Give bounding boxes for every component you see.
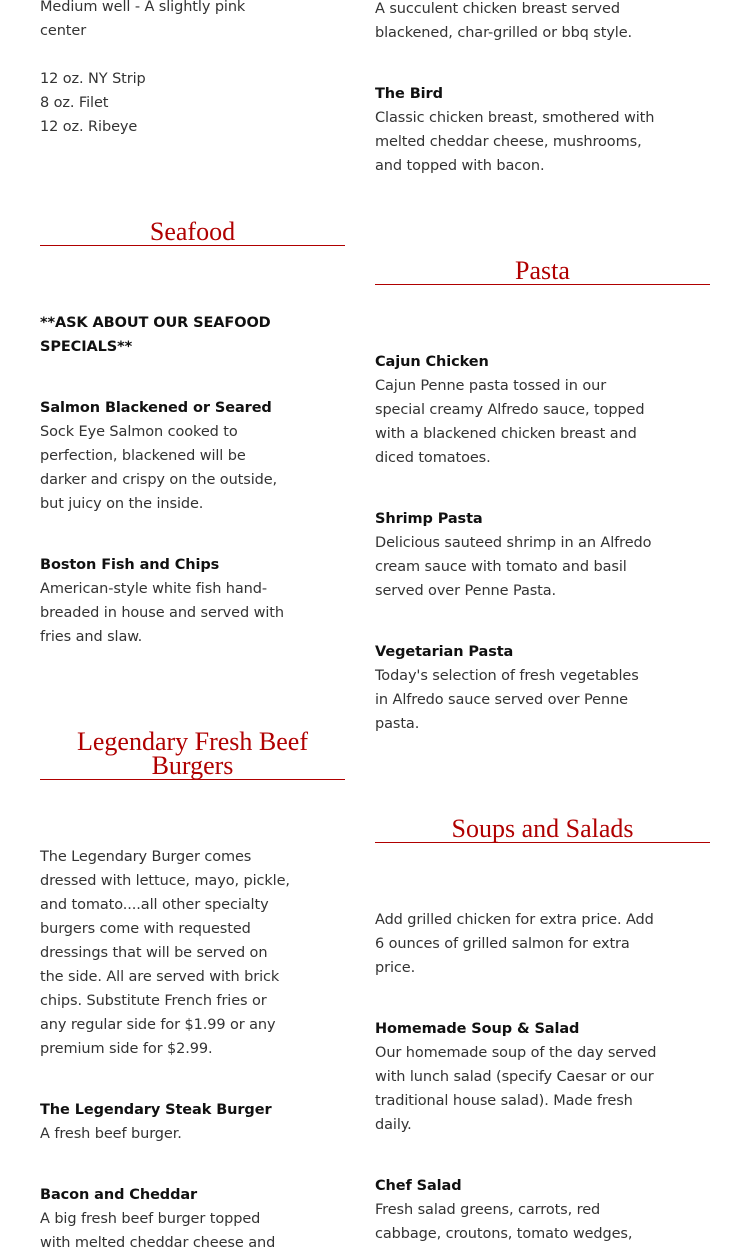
seafood-specials-note: **ASK ABOUT OUR SEAFOOD SPECIALS** [40, 315, 271, 355]
menu-item-name: Cajun Chicken [375, 354, 489, 370]
menu-item-name: Homemade Soup & Salad [375, 1021, 580, 1037]
menu-item-desc: A big fresh beef burger topped with melted cheddar cheese and [40, 1211, 276, 1251]
menu-item-desc: Delicious sauteed shrimp in an Alfredo cream sauce with tomato and basil served over Penne Pasta. [375, 535, 652, 599]
menu-item-desc: Classic chicken breast, smothered with melted cheddar cheese, mushrooms, and topped with bacon. [375, 110, 655, 174]
menu-item-name: Bacon and Cheddar [40, 1187, 198, 1203]
steak-cut: 12 oz. Ribeye [40, 119, 138, 135]
menu-item-desc: Cajun Penne pasta tossed in our special creamy Alfredo sauce, topped with a blackened chicken breast and diced tomatoes. [375, 378, 645, 466]
menu-item-desc: American-style white fish hand- breaded in house and served with fries and slaw. [40, 581, 284, 645]
menu-item-name: The Bird [375, 86, 443, 102]
menu-item-desc: Today's selection of fresh vegetables in Alfredo sauce served over Penne pasta. [375, 668, 639, 732]
menu-item-name: Salmon Blackened or Seared [40, 400, 272, 416]
steak-cut: 8 oz. Filet [40, 95, 109, 111]
section-heading-burgers: Legendary Fresh Beef Burgers [40, 730, 345, 780]
menu-item-name: Shrimp Pasta [375, 511, 483, 527]
burgers-intro: The Legendary Burger comes dressed with lettuce, mayo, pickle, and tomato....all other specialty burgers come with requested dressings that will be served on the side. All are served with brick chips. Substitute French fries or any regular side for $1.99 or any premium side for $2.99. [40, 849, 290, 1057]
soups-note: Add grilled chicken for extra price. Add 6 ounces of grilled salmon for extra price. [375, 912, 654, 976]
menu-item-name: The Legendary Steak Burger [40, 1102, 272, 1118]
steak-doneness-note: Medium well - A slightly pink center [40, 0, 246, 39]
section-heading-pasta: Pasta [375, 259, 710, 285]
menu-item-name: Boston Fish and Chips [40, 557, 220, 573]
steak-cut: 12 oz. NY Strip [40, 71, 146, 87]
chicken-desc: A succulent chicken breast served blackened, char-grilled or bbq style. [375, 1, 633, 41]
section-heading-soups-salads: Soups and Salads [375, 817, 710, 843]
menu-item-desc: A fresh beef burger. [40, 1126, 182, 1142]
menu-item-desc: Our homemade soup of the day served with lunch salad (specify Caesar or our traditional house salad). Made fresh daily. [375, 1045, 657, 1133]
section-heading-seafood: Seafood [40, 220, 345, 246]
menu-item-desc: Fresh salad greens, carrots, red cabbage, croutons, tomato wedges, [375, 1202, 633, 1242]
menu-item-name: Vegetarian Pasta [375, 644, 514, 660]
menu-item-desc: Sock Eye Salmon cooked to perfection, blackened will be darker and crispy on the outside, but juicy on the inside. [40, 424, 278, 512]
menu-item-name: Chef Salad [375, 1178, 462, 1194]
